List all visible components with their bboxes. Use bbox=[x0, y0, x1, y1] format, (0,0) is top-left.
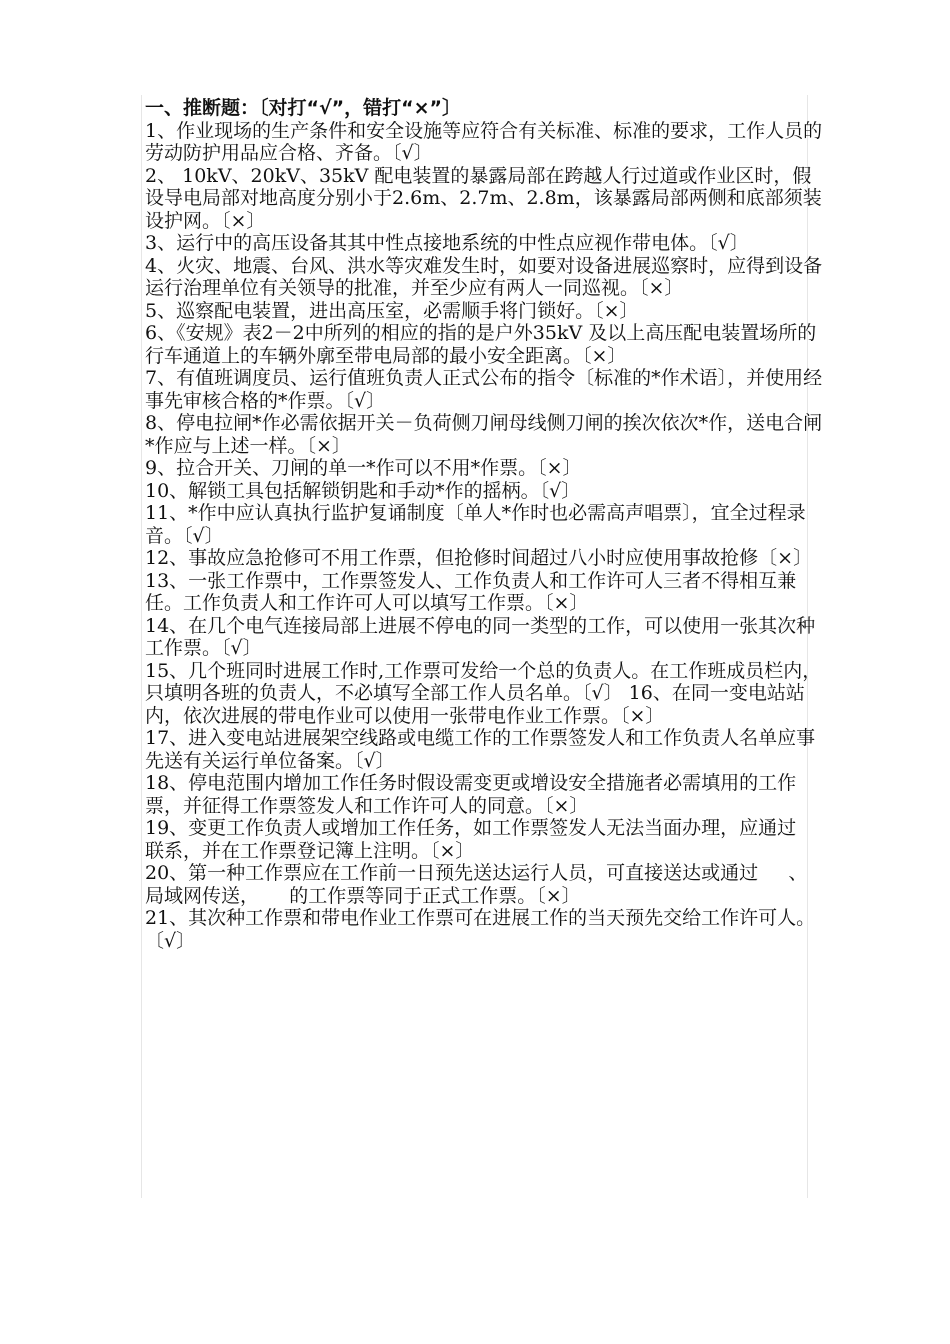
question-12: 12、事故应急抢修可不用工作票，但抢修时间超过八小时应使用事故抢修〔×〕 bbox=[145, 547, 813, 569]
document-body bbox=[145, 97, 825, 952]
question-11: 11、*作中应认真执行监护复诵制度〔单人*作时也必需高声唱票〕，宜全过程录音。〔√〕 bbox=[145, 502, 806, 547]
question-18: 18、停电范围内增加工作任务时假设需变更或增设安全措施者必需填用的工作票，并征得工作票签发人和工作许可人的同意。〔×〕 bbox=[145, 772, 797, 817]
question-4: 4、火灾、地震、台风、洪水等灾难发生时，如要对设备进展巡察时，应得到设备运行治理单位有关领导的批准，并至少应有两人一同巡视。〔×〕 bbox=[145, 254, 823, 299]
question-6: 6、《安规》表2－2中所列的相应的指的是户外35kV 及以上高压配电装置场所的行车通道上的车辆外廓至带电局部的最小安全距离。〔×〕 bbox=[145, 322, 817, 367]
question-3: 3、运行中的高压设备其其中性点接地系统的中性点应视作带电体。〔√〕 bbox=[145, 232, 749, 254]
question-8: 8、停电拉闸*作必需依据开关－负荷侧刀闸母线侧刀闸的挨次依次*作，送电合闸*作应与上述一样。〔×〕 bbox=[145, 412, 823, 457]
question-19: 19、变更工作负责人或增加工作任务，如工作票签发人无法当面办理，应通过 联系，并在工作票登记簿上注明。〔×〕 bbox=[145, 817, 827, 862]
section-heading: 一、推断题：〔对打“√”，错打“×”〕 bbox=[145, 97, 462, 119]
question-9: 9、拉合开关、刀闸的单一*作可以不用*作票。〔×〕 bbox=[145, 457, 582, 479]
question-7: 7、有值班调度员、运行值班负责人正式公布的指令〔标准的*作术语〕，并使用经事先审核合格的*作票。〔√〕 bbox=[145, 367, 823, 412]
question-13: 13、一张工作票中，工作票签发人、工作负责人和工作许可人三者不得相互兼任。工作负责人和工作许可人可以填写工作票。〔×〕 bbox=[145, 569, 797, 614]
question-20: 20、第一种工作票应在工作前一日预先送达运行人员，可直接送达或通过 、局域网传送， 的工作票等同于正式工作票。〔×〕 bbox=[145, 862, 808, 907]
question-10: 10、解锁工具包括解锁钥匙和手动*作的摇柄。〔√〕 bbox=[145, 479, 581, 502]
question-1: 1、作业现场的生产条件和安全设施等应符合有关标准、标准的要求，工作人员的劳动防护用品应合格、齐备。〔√〕 bbox=[145, 119, 823, 164]
question-17: 17、进入变电站进展架空线路或电缆工作的工作票签发人和工作负责人名单应事先送有关运行单位备案。〔√〕 bbox=[145, 727, 816, 772]
question-2: 2、 10kV、20kV、35kV 配电装置的暴露局部在跨越人行过道或作业区时，假设导电局部对地高度分别小于2.6m、2.7m、2.8m，该暴露局部两侧和底部须装设护网。〔×〕 bbox=[145, 164, 822, 232]
question-15-16: 15、几个班同时进展工作时,工作票可发给一个总的负责人。在工作班成员栏内，只填明各班的负责人，不必填写全部工作人员名单。〔√〕 16、在同一变电站站内，依次进展的带电作业可以使用一张带电作业工作票。〔×〕 bbox=[145, 659, 822, 727]
question-14: 14、在几个电气连接局部上进展不停电的同一类型的工作，可以使用一张其次种工作票。〔√〕 bbox=[145, 614, 816, 659]
question-5: 5、巡察配电装置，进出高压室，必需顺手将门锁好。〔×〕 bbox=[145, 299, 639, 322]
question-21: 21、其次种工作票和带电作业工作票可在进展工作的当天预先交给工作许可人。〔√〕 bbox=[145, 907, 816, 952]
